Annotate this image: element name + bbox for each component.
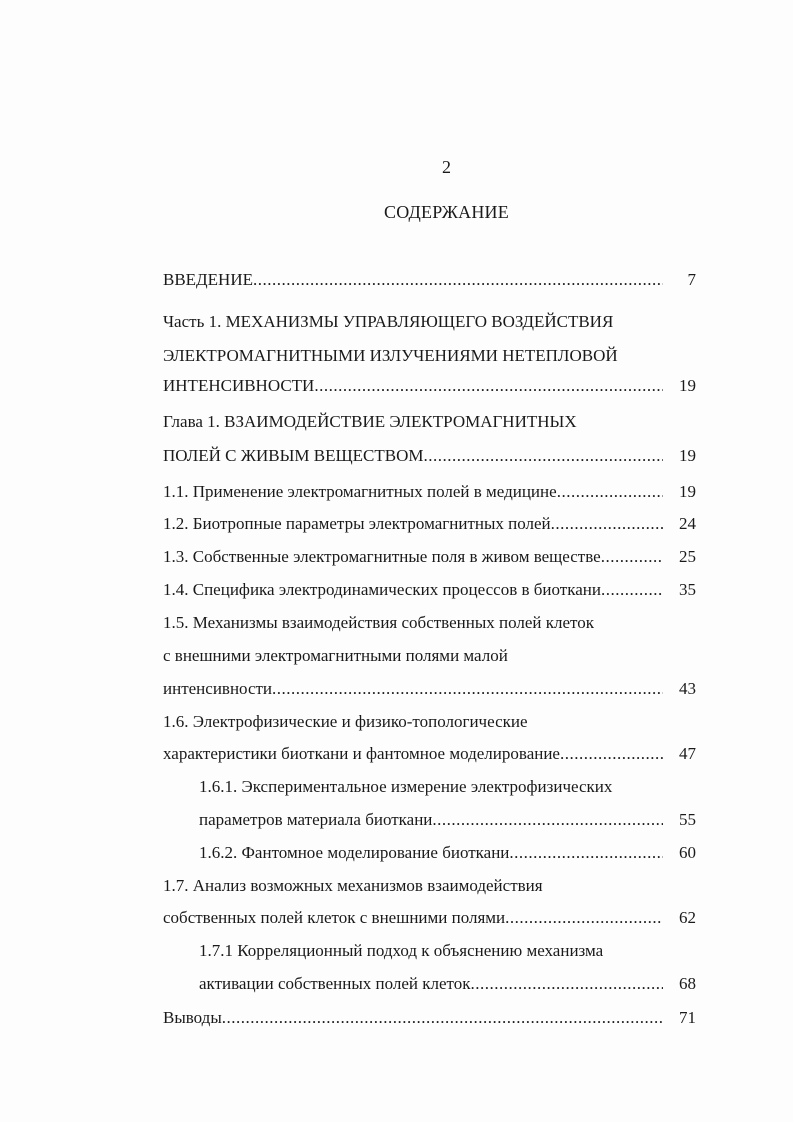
toc-entry-text: собственных полей клеток с внешними полями xyxy=(163,908,506,927)
toc-page-number: 24 xyxy=(679,514,696,533)
toc-page-number: 71 xyxy=(679,1008,696,1027)
toc-entry-part1-line1[interactable] xyxy=(163,311,663,333)
toc-entry-text: ПОЛЕЙ С ЖИВЫМ ВЕЩЕСТВОМ xyxy=(163,446,424,465)
toc-page-number: 60 xyxy=(679,843,696,862)
toc-entry-text: параметров материала биоткани xyxy=(199,810,433,829)
toc-entry-text: ИНТЕНСИВНОСТИ xyxy=(163,376,315,395)
dot-leader xyxy=(424,445,664,467)
toc-entry-text: 1.4. Специфика электродинамических процессов в биоткани xyxy=(163,580,601,599)
toc-entry-chapter1-line2[interactable] xyxy=(163,445,663,467)
dot-leader xyxy=(314,375,663,397)
toc-entry-1-6-line2[interactable] xyxy=(163,743,663,765)
toc-page-number: 25 xyxy=(679,547,696,566)
toc-entry-text: 1.2. Биотропные параметры электромагнитных полей xyxy=(163,514,551,533)
toc-entry-1-7-line2[interactable] xyxy=(163,907,663,929)
toc-page-number: 35 xyxy=(679,580,696,599)
dot-leader xyxy=(272,678,663,700)
toc-entry-intro[interactable] xyxy=(163,269,663,291)
toc-entry-text: 1.1. Применение электромагнитных полей в медицине xyxy=(163,482,557,501)
toc-entry-1-5-line1[interactable] xyxy=(163,612,663,634)
toc-entry-1-6-2[interactable] xyxy=(199,842,663,864)
toc-page-number: 68 xyxy=(679,974,696,993)
toc-page-number: 55 xyxy=(679,810,696,829)
toc-title: СОДЕРЖАНИЕ xyxy=(384,202,509,222)
dot-leader xyxy=(471,973,663,995)
toc-entry-text: 1.6.1. Экспериментальное измерение электрофизических xyxy=(199,777,613,796)
toc-entry-1-3[interactable] xyxy=(163,546,663,568)
dot-leader xyxy=(601,546,663,568)
dot-leader xyxy=(505,907,663,929)
toc-entry-text: 1.7. Анализ возможных механизмов взаимодействия xyxy=(163,876,543,895)
dot-leader xyxy=(253,269,663,291)
toc-entry-1-5-line3[interactable] xyxy=(163,678,663,700)
page-number: 2 xyxy=(442,157,451,177)
toc-entry-text: активации собственных полей клеток xyxy=(199,974,471,993)
toc-entry-part1-line3[interactable] xyxy=(163,375,663,397)
toc-page-number: 19 xyxy=(679,376,696,395)
dot-leader xyxy=(551,513,663,535)
toc-entry-text: 1.6.2. Фантомное моделирование биоткани xyxy=(199,843,510,862)
toc-entry-1-7-1-line1[interactable] xyxy=(199,940,663,962)
dot-leader xyxy=(557,481,663,503)
toc-page-number: 7 xyxy=(687,270,696,289)
toc-page-number: 47 xyxy=(679,744,696,763)
toc-entry-1-4[interactable] xyxy=(163,579,663,601)
dot-leader xyxy=(509,842,663,864)
toc-entry-text: ЭЛЕКТРОМАГНИТНЫМИ ИЗЛУЧЕНИЯМИ НЕТЕПЛОВОЙ xyxy=(163,346,618,365)
toc-entry-text: интенсивности xyxy=(163,679,273,698)
toc-entry-text: Глава 1. ВЗАИМОДЕЙСТВИЕ ЭЛЕКТРОМАГНИТНЫХ xyxy=(163,412,577,431)
toc-entry-conclusions[interactable] xyxy=(163,1007,663,1029)
toc-page-number: 62 xyxy=(679,908,696,927)
toc-entry-1-5-line2[interactable] xyxy=(163,645,663,667)
toc-page-number: 43 xyxy=(679,679,696,698)
toc-entry-1-7-line1[interactable] xyxy=(163,875,663,897)
toc-entry-text: 1.3. Собственные электромагнитные поля в живом веществе xyxy=(163,547,601,566)
toc-entry-text: с внешними электромагнитными полями малой xyxy=(163,646,508,665)
toc-page-number: 19 xyxy=(679,446,696,465)
toc-entry-1-7-1-line2[interactable] xyxy=(199,973,663,995)
toc-entry-1-2[interactable] xyxy=(163,513,663,535)
toc-entry-1-6-line1[interactable] xyxy=(163,711,663,733)
toc-entry-text: 1.7.1 Корреляционный подход к объяснению механизма xyxy=(199,941,604,960)
toc-entry-text: ВВЕДЕНИЕ xyxy=(163,270,253,289)
dot-leader xyxy=(432,809,663,831)
toc-entry-chapter1-line1[interactable] xyxy=(163,411,663,433)
toc-entry-1-1[interactable] xyxy=(163,481,663,503)
toc-entry-1-6-1-line1[interactable] xyxy=(199,776,663,798)
toc-entry-text: характеристики биоткани и фантомное моделирование xyxy=(163,744,560,763)
toc-entry-text: 1.6. Электрофизические и физико-топологические xyxy=(163,712,528,731)
toc-page-number: 19 xyxy=(679,482,696,501)
toc-entry-text: Выводы xyxy=(163,1008,222,1027)
toc-entry-1-6-1-line2[interactable] xyxy=(199,809,663,831)
dot-leader xyxy=(560,743,663,765)
dot-leader xyxy=(601,579,663,601)
toc-entry-text: 1.5. Механизмы взаимодействия собственных полей клеток xyxy=(163,613,595,632)
dot-leader xyxy=(222,1007,663,1029)
toc-entry-text: Часть 1. МЕХАНИЗМЫ УПРАВЛЯЮЩЕГО ВОЗДЕЙСТВИЯ xyxy=(163,312,614,331)
toc-entry-part1-line2[interactable] xyxy=(163,345,663,367)
